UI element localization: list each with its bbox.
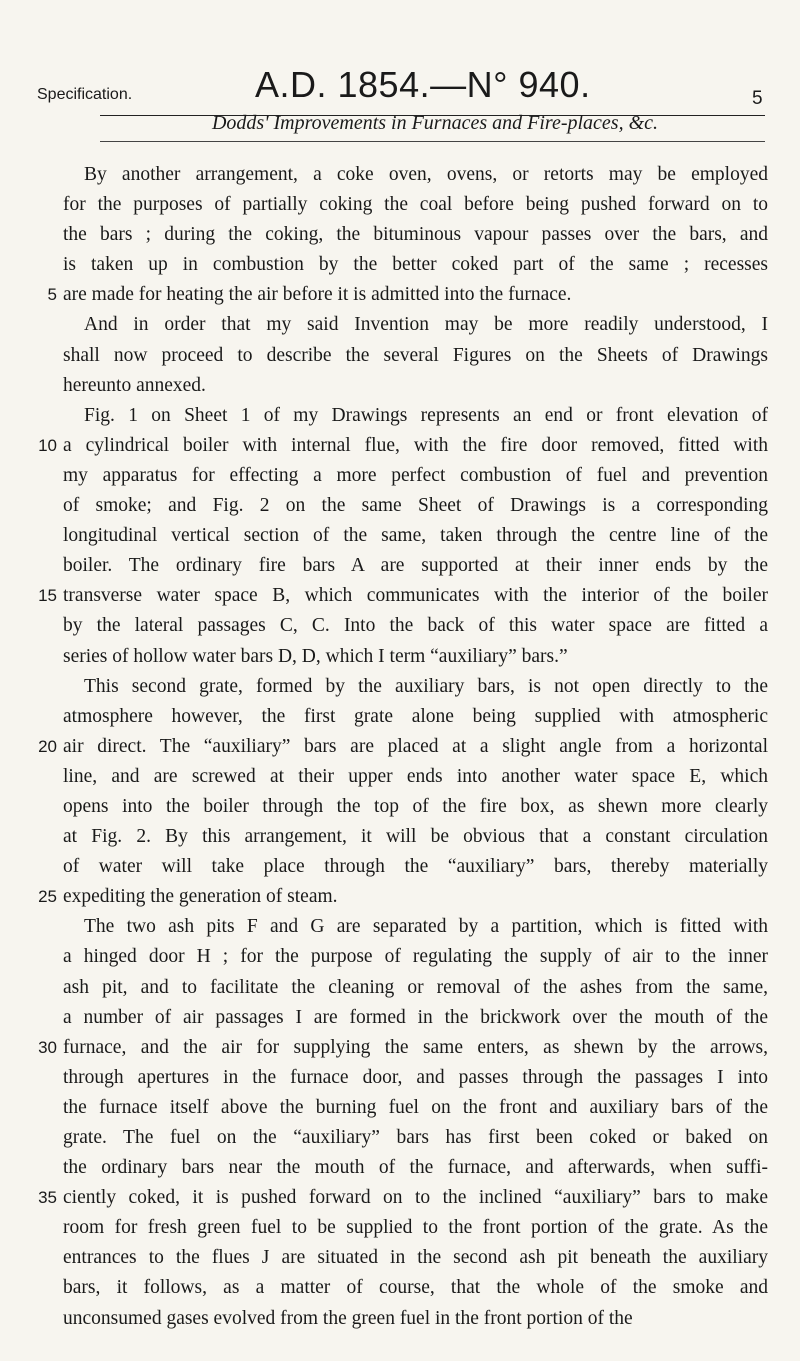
text-line — [63, 190, 768, 220]
text-line — [63, 1243, 768, 1273]
line-text: a cylindrical boiler with internal flue, with the fire door removed, fitted with — [63, 434, 768, 456]
line-text: grate. The fuel on the “auxiliary” bars has first been coked or baked on — [63, 1127, 768, 1148]
text-line — [63, 1123, 768, 1153]
line-text: ciently coked, it is pushed forward on to the inclined “auxiliary” bars to make — [63, 1187, 768, 1209]
text-line — [63, 912, 768, 942]
line-text: the ordinary bars near the mouth of the furnace, and afterwards, when suffi- — [63, 1157, 768, 1179]
text-line — [63, 762, 768, 792]
line-number: 20 — [38, 736, 57, 756]
text-line — [47, 280, 768, 310]
text-line — [63, 160, 768, 190]
text-line — [63, 942, 768, 972]
text-line — [38, 581, 768, 611]
line-number: 15 — [38, 586, 57, 606]
text-line — [63, 341, 768, 371]
body-text — [38, 160, 768, 1334]
text-line — [38, 431, 768, 461]
line-text: Fig. 1 on Sheet 1 of my Drawings represents an end or front elevation of — [84, 404, 768, 426]
line-number: 30 — [38, 1037, 57, 1057]
line-text: the bars ; during the coking, the bituminous vapour passes over the bars, and — [63, 224, 768, 246]
patent-title: A.D. 1854.—N° 940. — [255, 64, 591, 105]
line-text: is taken up in combustion by the better coked part of the same ; recesses — [63, 254, 768, 276]
line-text: the furnace itself above the burning fuel on the front and auxiliary bars of the — [63, 1096, 768, 1118]
text-line — [63, 1213, 768, 1243]
line-number: 5 — [47, 285, 57, 305]
line-text: expediting the generation of steam. — [63, 886, 338, 908]
line-text: entrances to the flues J are situated in the second ash pit beneath the auxiliary — [63, 1247, 768, 1269]
text-line — [63, 521, 768, 551]
text-line — [63, 1304, 768, 1334]
line-text: are made for heating the air before it is admitted into the furnace. — [63, 284, 572, 306]
line-text: room for fresh green fuel to be supplied to the front portion of the grate. As the — [63, 1217, 768, 1239]
line-text: by the lateral passages C, C. Into the back of this water space are fitted a — [63, 615, 768, 637]
line-text: hereunto annexed. — [63, 374, 206, 396]
line-number: 35 — [38, 1188, 57, 1208]
line-text: By another arrangement, a coke oven, ovens, or retorts may be employed — [84, 164, 768, 185]
text-line — [63, 822, 768, 852]
line-text: atmosphere however, the first grate alone being supplied with atmospheric — [63, 705, 768, 727]
line-text: through apertures in the furnace door, and passes through the passages I into — [63, 1066, 768, 1088]
text-line — [63, 672, 768, 702]
line-text: line, and are screwed at their upper ends into another water space E, which — [63, 765, 768, 787]
line-text: unconsumed gases evolved from the green fuel in the front portion of the — [63, 1307, 633, 1329]
text-line — [63, 973, 768, 1003]
line-text: for the purposes of partially coking the coal before being pushed forward on to — [63, 194, 768, 216]
page-number: 5 — [752, 88, 763, 109]
text-line — [63, 1003, 768, 1033]
text-line — [38, 732, 768, 762]
running-subtitle: Dodds' Improvements in Furnaces and Fire-places, &c. — [211, 112, 659, 134]
text-line — [63, 401, 768, 431]
line-text: opens into the boiler through the top of the fire box, as shewn more clearly — [63, 795, 768, 817]
text-line — [63, 220, 768, 250]
text-line — [63, 1093, 768, 1123]
text-line — [63, 491, 768, 521]
line-text: a hinged door H ; for the purpose of regulating the supply of air to the inner — [63, 946, 768, 968]
text-line — [63, 461, 768, 491]
text-line — [38, 1033, 768, 1063]
line-text: furnace, and the air for supplying the same enters, as shewn by the arrows, — [63, 1036, 768, 1058]
line-text: ash pit, and to facilitate the cleaning or removal of the ashes from the same, — [63, 976, 768, 998]
line-text: a number of air passages I are formed in the brickwork over the mouth of the — [63, 1006, 768, 1028]
text-line — [38, 1183, 768, 1213]
text-line — [63, 642, 768, 672]
line-text: longitudinal vertical section of the same, taken through the centre line of the — [63, 525, 768, 547]
subtitle-rule — [100, 141, 765, 142]
line-text: of water will take place through the “auxiliary” bars, thereby materially — [63, 856, 768, 878]
line-text: And in order that my said Invention may be more readily understood, I — [84, 314, 768, 336]
text-line — [63, 1063, 768, 1093]
text-line — [63, 551, 768, 581]
text-line — [63, 852, 768, 882]
text-line — [63, 792, 768, 822]
line-text: boiler. The ordinary fire bars A are supported at their inner ends by the — [63, 555, 768, 577]
line-number: 10 — [38, 435, 57, 455]
text-line — [63, 1273, 768, 1303]
line-text: my apparatus for effecting a more perfect combustion of fuel and prevention — [63, 464, 768, 486]
text-line — [63, 371, 768, 401]
text-line — [63, 250, 768, 280]
line-text: transverse water space B, which communicates with the interior of the boiler — [63, 585, 768, 607]
line-text: The two ash pits F and G are separated by a partition, which is fitted with — [84, 916, 768, 938]
line-text: air direct. The “auxiliary” bars are placed at a slight angle from a horizontal — [63, 735, 768, 757]
page-header — [0, 0, 800, 109]
line-text: bars, it follows, as a matter of course, that the whole of the smoke and — [63, 1277, 768, 1299]
line-text: series of hollow water bars D, D, which I term “auxiliary” bars.” — [63, 645, 568, 667]
line-text: of smoke; and Fig. 2 on the same Sheet of Drawings is a corresponding — [63, 495, 768, 517]
line-text: at Fig. 2. By this arrangement, it will be obvious that a constant circulation — [63, 826, 768, 848]
specification-label: Specification. — [37, 86, 133, 103]
text-line — [63, 702, 768, 732]
text-line — [63, 1153, 768, 1183]
text-line — [63, 310, 768, 340]
text-line — [63, 611, 768, 641]
line-number: 25 — [38, 887, 57, 907]
line-text: This second grate, formed by the auxiliary bars, is not open directly to the — [84, 675, 768, 697]
line-text: shall now proceed to describe the several Figures on the Sheets of Drawings — [63, 344, 768, 366]
text-line — [38, 882, 768, 912]
